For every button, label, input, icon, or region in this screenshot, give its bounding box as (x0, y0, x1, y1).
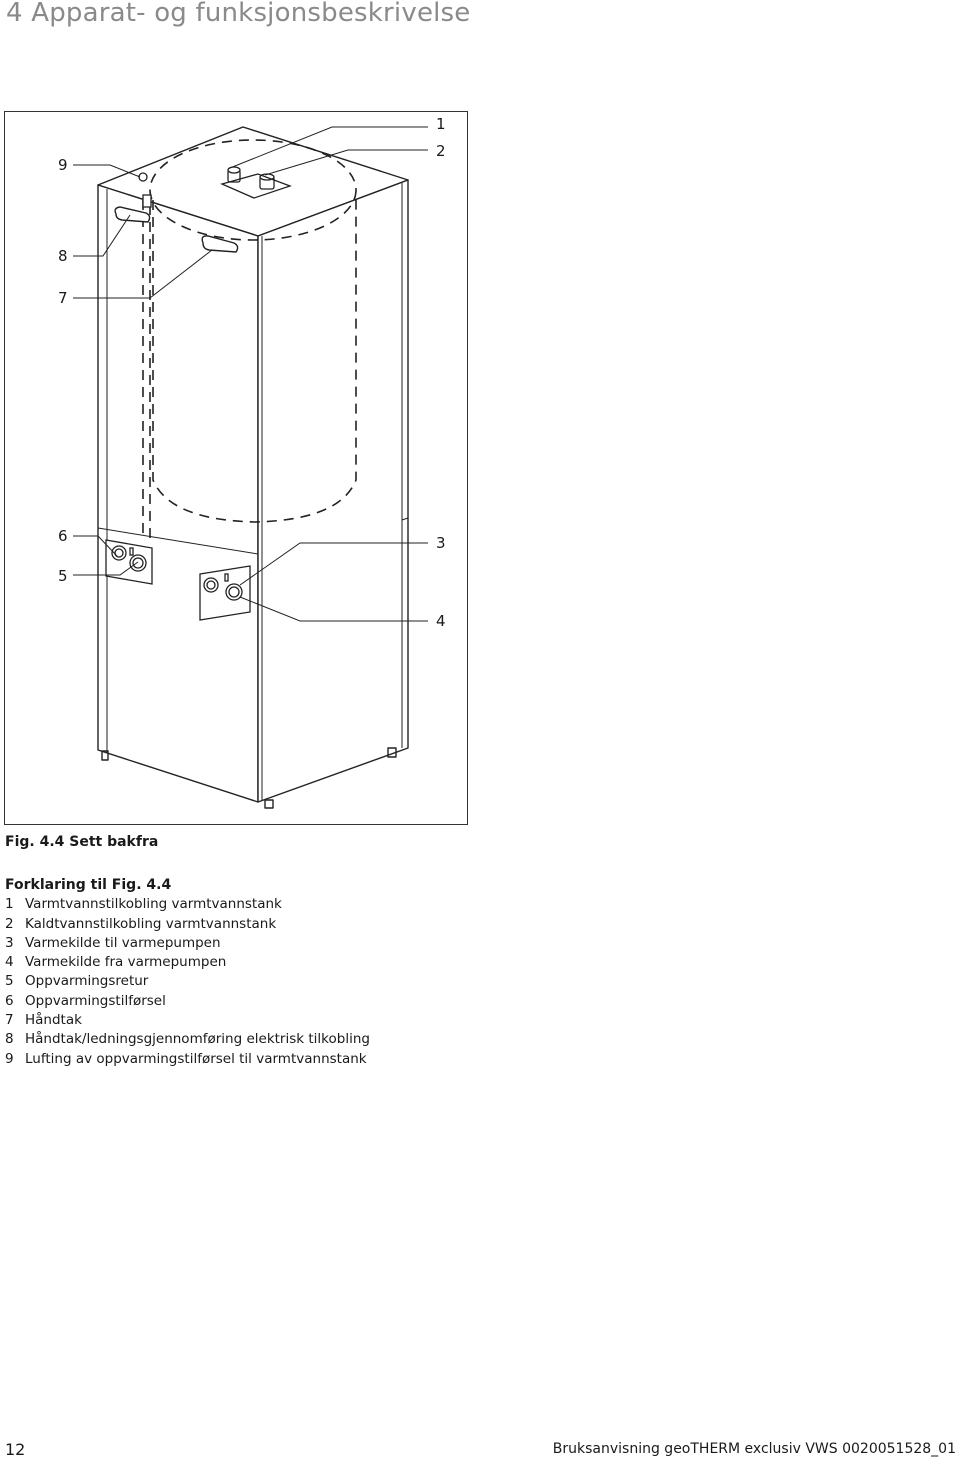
legend-item (5, 1011, 370, 1030)
legend-number: 2 (5, 915, 14, 932)
legend-number: 5 (5, 973, 14, 990)
legend-text: Varmtvannstilkobling varmtvannstank (25, 896, 282, 913)
legend-number: 4 (5, 954, 14, 971)
legend-text: Håndtak/ledningsgjennomføring elektrisk tilkobling (25, 1031, 370, 1048)
page-number: 12 (5, 1440, 26, 1459)
callout-5: 5 (58, 567, 68, 585)
callout-6: 6 (58, 527, 68, 545)
legend-item (5, 1050, 370, 1069)
cabinet-left-face (98, 185, 258, 802)
foot (265, 800, 273, 808)
callout-2: 2 (436, 142, 446, 160)
callout-3: 3 (436, 534, 446, 552)
legend-text: Kaldtvannstilkobling varmtvannstank (25, 915, 277, 932)
legend (5, 876, 370, 1069)
legend-text: Oppvarmingstilførsel (25, 992, 166, 1009)
cabinet-right-face (258, 180, 408, 802)
legend-item (5, 1030, 370, 1049)
callout-7: 7 (58, 289, 68, 307)
legend-item (5, 992, 370, 1011)
legend-number: 3 (5, 934, 14, 951)
legend-number: 8 (5, 1031, 14, 1048)
legend-item (5, 953, 370, 972)
callout-9: 9 (58, 156, 68, 174)
section-heading: 4 Apparat- og funksjonsbeskrivelse (6, 0, 471, 28)
legend-text: Håndtak (25, 1012, 82, 1029)
legend-item (5, 934, 370, 953)
legend-item (5, 895, 370, 914)
legend-text: Lufting av oppvarmingstilførsel til varmtvannstank (25, 1050, 367, 1067)
legend-number: 9 (5, 1050, 14, 1067)
legend-number: 6 (5, 992, 14, 1009)
legend-title: Forklaring til Fig. 4.4 (5, 877, 172, 893)
figure-caption: Fig. 4.4 Sett bakfra (5, 834, 159, 850)
legend-number: 1 (5, 896, 14, 913)
callout-8: 8 (58, 247, 68, 265)
legend-item (5, 972, 370, 991)
legend-text: Oppvarmingsretur (25, 973, 149, 990)
callout-1: 1 (436, 115, 446, 133)
callout-4: 4 (436, 612, 446, 630)
vent-fitting (139, 173, 147, 181)
legend-number: 7 (5, 1012, 14, 1029)
legend-text: Varmekilde til varmepumpen (25, 934, 221, 951)
document-reference: Bruksanvisning geoTHERM exclusiv VWS 0020051528_01 (552, 1441, 956, 1457)
legend-item (5, 915, 370, 934)
legend-text: Varmekilde fra varmepumpen (25, 954, 227, 971)
